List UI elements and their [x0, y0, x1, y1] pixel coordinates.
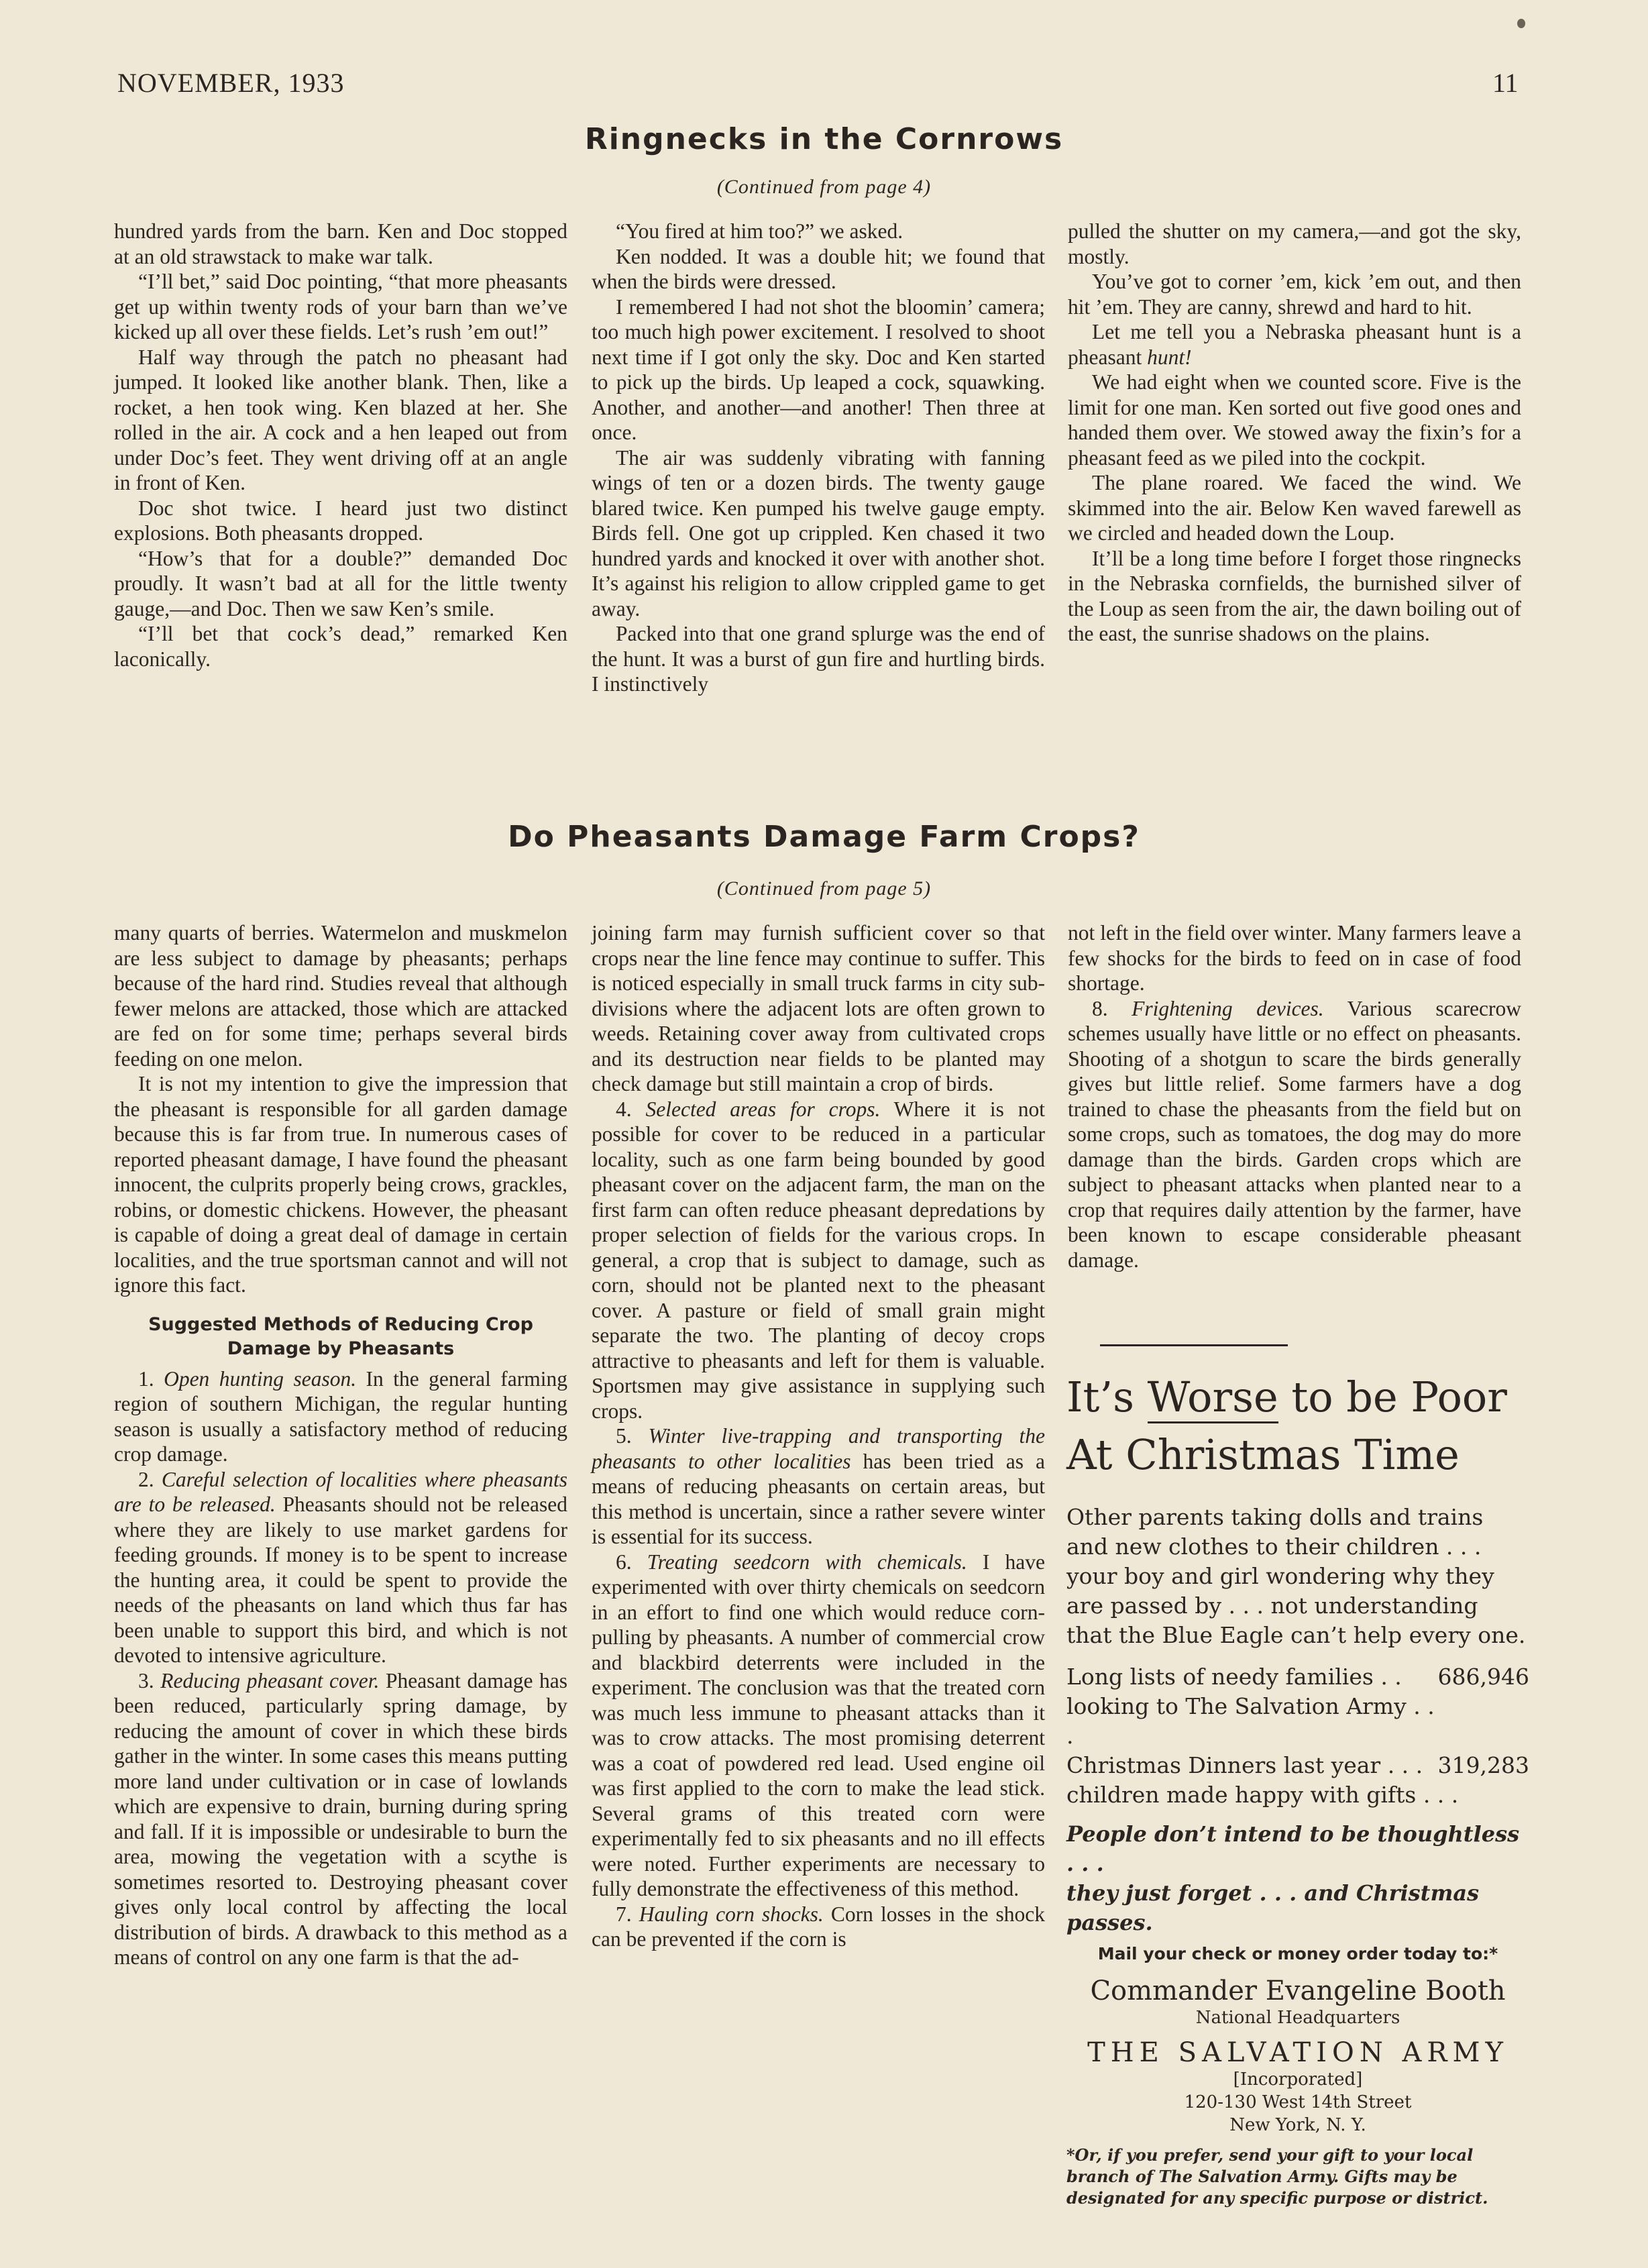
stat-row [1066, 1780, 1529, 1810]
ad-statistics [1066, 1662, 1529, 1810]
stat-label: Long lists of needy families . . looking to The Salvation Army . . . [1066, 1664, 1435, 1749]
stat-label: children made happy with gifts . . . [1066, 1782, 1459, 1808]
salvation-army-ad [1066, 1368, 1529, 2209]
paragraph: joining farm may furnish sufficient cover so that crops near the line fence may continue to suffer. This is noticed especially in small truck farms in city sub-divisions where the adjacent lots are often grown to weeds. Retaining cover away from cultivated crops and its destruction near fields to be planted may check damage but still maintain a crop of birds. [592, 921, 1045, 1095]
ad-headline-part: It’s [1066, 1372, 1148, 1421]
article2-column-1 [114, 920, 567, 1970]
stat-value: 319,283 [1437, 1752, 1529, 1778]
method-paragraph: 4. Selected areas for crops. Where it is not possible for cover to be reduced in a particular locality, such as one farm being bounded by good pheasant cover on the adjacent farm, the man on the first farm can often reduce pheasant depredations by proper selection of fields for the various crops. In general, a crop that is subject to damage, such as corn, should not be planted next to the pheasant cover. A pasture or field of small grain might separate the two. The planting of decoy crops attractive to pheasants and left for them is valuable. Sportsmen may give assistance in supplying such crops. [592, 1097, 1045, 1423]
method-title: Selected areas for crops. [645, 1097, 881, 1121]
article-title-ringnecks: Ringnecks in the Cornrows [584, 122, 1064, 156]
paragraph: Half way through the patch no pheasant had jumped. It looked like another blank. Then, like a rocket, a hen took wing. Ken blazed at her. She rolled in the air. A cock and a hen leaped out from under Doc’s feet. They went driving off at an angle in front of Ken. [114, 345, 567, 494]
method-paragraph: 6. Treating seedcorn with chemicals. I have experimented with over thirty chemicals on seedcorn in an effort to find one which would reduce corn-pulling by pheasants. A number of commercial crow and blackbird deterrents were included in the experiment. The conclusion was that the treated corn was much less immune to pheasant attacks than it was to crow attacks. The most promising deterrent was a coat of powdered red lead. Used engine oil was first applied to the corn to make the lead stick. Several grams of this treated corn were experimentally fed to six pheasants and no ill effects were noted. Further experiments are necessary to fully demonstrate the effectiveness of this method. [592, 1550, 1046, 1900]
paragraph: Packed into that one grand splurge was the end of the hunt. It was a burst of gun fire and hurtling birds. I instinctively [592, 622, 1045, 696]
paragraph [1068, 319, 1521, 370]
ad-incorporated: [Incorporated] [1233, 2069, 1363, 2090]
paragraph: “You fired at him too?” we asked. [616, 219, 903, 243]
article-title-pheasants: Do Pheasants Damage Farm Crops? [508, 820, 1140, 854]
ad-tagline-line: People don’t intend to be thoughtless . . . [1066, 1821, 1520, 1876]
method-title: Winter live-trapping and transporting the pheasants to other localities [592, 1424, 1046, 1473]
paragraph: We had eight when we counted score. Five is the limit for one man. Ken sorted out five good ones and handed them over. We stowed away the fixin’s for a pheasant feed as we piled into the cockpit. [1068, 370, 1521, 470]
method-paragraph: 3. Reducing pheasant cover. Pheasant damage has been reduced, particularly spring damage, by reducing the amount of cover in which these birds gather in the winter. In some cases this means putting more land under cultivation or in case of lowlands which are expensive to drain, burning during spring and fall. If it is impossible or undesirable to burn the area, mowing the vegetation with a scythe is sometimes resorted to. Destroying pheasant cover gives only local control by affecting the local distribution of birds. A drawback to this method as a means of control on any one farm is that the ad- [114, 1668, 567, 1969]
method-title: Treating seedcorn with chemicals. [647, 1550, 967, 1574]
paragraph: “How’s that for a double?” demanded Doc proudly. It wasn’t bad at all for the little twenty gauge,—and Doc. Then we saw Ken’s smile. [114, 546, 567, 620]
method-text: Pheasant damage has been reduced, particularly spring damage, by reducing the amount of cover in which these birds gather in the winter. In some cases this means putting more land under cultivation or in case of lowlands which are expensive to drain, burning during spring and fall. If it is impossible or undesirable to burn the area, mowing the vegetation with a scythe is sometimes resorted to. Destroying pheasant cover gives only local control by affecting the local distribution of birds. A drawback to this method as a means of control on any one farm is that the ad- [114, 1668, 567, 1969]
paragraph: I remembered I had not shot the bloomin’ camera; too much high power excitement. I resolved to shoot next time if I got only the sky. Doc and Ken started to pick up the birds. Up leaped a cock, squawking. Another, and another—and another! Then three at once. [592, 294, 1045, 444]
ad-tagline [1066, 1819, 1529, 1937]
article1-column-1 [114, 219, 567, 671]
method-paragraph: 7. Hauling corn shocks. Corn losses in the shock can be prevented if the corn is [592, 1902, 1046, 1951]
paragraph-text: Let me tell you a Nebraska pheasant hunt is a pheasant [1068, 320, 1521, 369]
method-text: I have experimented with over thirty chemicals on seedcorn in an effort to find one which would reduce corn-pulling by pheasants. A number of commercial crow and blackbird deterrents were included in the experiment. The conclusion was that the treated corn was much less immune to pheasant attacks than it was to crow attacks. The most promising deterrent was a coat of powdered red lead. Used engine oil was first applied to the corn to make the lead stick. Several grams of this treated corn were experimentally fed to six pheasants and no ill effects were noted. Further experiments are necessary to fully demonstrate the effectiveness of this method. [592, 1550, 1046, 1900]
paragraph: not left in the field over winter. Many farmers leave a few shocks for the birds to feed on in case of food shortage. [1068, 921, 1521, 995]
continued-note-1: (Continued from page 4) [716, 176, 932, 198]
method-title: Frightening devices. [1132, 996, 1324, 1020]
method-title: Reducing pheasant cover. [160, 1668, 380, 1692]
paragraph: pulled the shutter on my camera,—and got the sky, mostly. [1068, 219, 1521, 268]
ad-body-text: Other parents taking dolls and trains and new clothes to their children . . . your boy and girl wondering why they are passed by . . . not understanding that the Blue Eagle can’t help every one. [1066, 1504, 1526, 1648]
method-title: Hauling corn shocks. [639, 1902, 824, 1926]
article1-column-2 [592, 219, 1045, 697]
paragraph: Doc shot twice. I heard just two distinct explosions. Both pheasants dropped. [114, 496, 567, 545]
ad-headline-part: to be Poor [1278, 1372, 1507, 1421]
paragraph: many quarts of berries. Watermelon and muskmelon are less subject to damage by pheasants; perhaps because of the hard rind. Studies reveal that although fewer melons are attacked, those which are attacked are fed on for some time; perhaps several birds feeding on one melon. [114, 921, 567, 1071]
stat-value: 686,946 [1437, 1664, 1529, 1690]
ad-headline-line-2: At Christmas Time [1066, 1430, 1460, 1479]
article2-column-2 [592, 920, 1045, 1952]
method-paragraph: 5. Winter live-trapping and transporting the pheasants to other localities has been tried as a means of reducing pheasants on certain areas, but this method is uncertain, since a rather severe winter is essential for its success. [592, 1424, 1046, 1548]
method-text: Various scarecrow schemes usually have little or no effect on pheasants. Shooting of a shotgun to scare the birds generally gives but little relief. Some farmers have a dog trained to chase the pheasants from the field but on some crops, such as tomatoes, the dog may do more damage than the birds. Garden crops which are subject to pheasant attacks when planted near to a crop that requires daily attention by the farmer, have been known to escape considerable pheasant damage. [1068, 996, 1522, 1272]
ad-address-line-2: New York, N. Y. [1229, 2115, 1366, 2135]
paragraph: The air was suddenly vibrating with fanning wings of ten or a dozen birds. The twenty gauge blared twice. Ken pumped his twelve gauge empty. Birds fell. One got up crippled. Ken chased it two hundred yards and knocked it over with another shot. It’s against his religion to allow crippled game to get away. [592, 445, 1045, 620]
stat-row [1066, 1662, 1529, 1751]
method-text: Corn losses in the shock can be prevented if the corn is [592, 1902, 1046, 1951]
article1-column-3 [1068, 219, 1521, 647]
paragraph: “I’ll bet,” said Doc pointing, “that more pheasants get up within twenty rods of your barn than we’ve kicked up all over these fields. Let’s rush ’em out!” [114, 270, 567, 343]
ad-footnote: *Or, if you prefer, send your gift to your local branch of The Salvation Army. Gifts may be designated for any specific purpose or district. [1066, 2145, 1488, 2208]
continued-note-2: (Continued from page 5) [716, 877, 932, 900]
ad-tagline-line: they just forget . . . and Christmas passes. [1066, 1880, 1480, 1935]
method-text: Pheasants should not be released where they are likely to use market gardens for feeding grounds. If money is to be spent to increase the hunting area, it could be spent to provide the needs of the pheasants on land which thus far has been unable to support this bird, and which is not devoted to intensive agriculture. [114, 1493, 567, 1667]
method-paragraph: 1. Open hunting season. In the general farming region of southern Michigan, the regular hunting season is usually a satisfactory method of reducing crop damage. [114, 1366, 568, 1466]
ad-headline-underlined: Worse [1148, 1372, 1278, 1423]
paragraph: Ken nodded. It was a double hit; we found that when the birds were dressed. [592, 244, 1045, 293]
paragraph: It is not my intention to give the impression that the pheasant is responsible for all garden damage because this is far from true. In numerous cases of reported pheasant damage, I have found the pheasant innocent, the culprits properly being crows, grackles, robins, or domestic chickens. However, the pheasant is capable of doing a great deal of damage in certain localities, and the true sportsman cannot and will not ignore this fact. [114, 1072, 567, 1297]
ad-address-line-1: 120-130 West 14th Street [1184, 2092, 1412, 2112]
method-paragraph: 8. Frightening devices. Various scarecrow schemes usually have little or no effect on pheasants. Shooting of a shotgun to scare the birds generally gives but little relief. Some farmers have a dog trained to chase the pheasants from the field but on some crops, such as tomatoes, the dog may do more damage than the birds. Garden crops which are subject to pheasant attacks when planted near to a crop that requires daily attention by the farmer, have been known to escape considerable pheasant damage. [1068, 996, 1522, 1272]
ad-organization-name: THE SALVATION ARMY [1087, 2037, 1508, 2068]
divider-rule [1100, 1344, 1288, 1346]
ink-speck [1517, 19, 1525, 28]
ad-mail-instruction: Mail your check or money order today to:* [1097, 1944, 1498, 1963]
method-paragraph: 2. Careful selection of localities where pheasants are to be released. Pheasants should not be released where they are likely to use market gardens for feeding grounds. If money is to be spent to increase the hunting area, it could be spent to provide the needs of the pheasants on land which thus far has been unable to support this bird, and which is not devoted to intensive agriculture. [114, 1467, 568, 1667]
page-number: 11 [1492, 68, 1519, 98]
paragraph: hundred yards from the barn. Ken and Doc stopped at an old strawstack to make war talk. [114, 219, 567, 268]
ad-headline-line-1 [1066, 1368, 1529, 1426]
ad-recipient-name: Commander Evangeline Booth [1090, 1976, 1506, 2006]
stat-row [1066, 1751, 1529, 1780]
paragraph: “I’ll bet that cock’s dead,” remarked Ken laconically. [114, 622, 567, 671]
method-title: Careful selection of localities where pheasants are to be released. [114, 1467, 568, 1516]
emphasis-text: hunt! [1147, 345, 1192, 369]
paragraph: It’ll be a long time before I forget those ringnecks in the Nebraska cornfields, the burnished silver of the Loup as seen from the air, the dawn boiling out of the east, the sunrise shadows on the plains. [1068, 546, 1521, 645]
method-text: In the general farming region of southern Michigan, the regular hunting season is usually a satisfactory method of reducing crop damage. [114, 1366, 568, 1466]
section-subheading: Suggested Methods of Reducing Crop Damage by Pheasants [148, 1313, 533, 1359]
method-text: has been tried as a means of reducing pheasants on certain areas, but this method is uncertain, since a rather severe winter is essential for its success. [592, 1449, 1045, 1548]
article2-column-3 [1068, 920, 1521, 1273]
paragraph: You’ve got to corner ’em, kick ’em out, and then hit ’em. They are canny, shrewd and hard to hit. [1068, 270, 1521, 319]
method-text: Where it is not possible for cover to be reduced in a particular locality, such as one farm being bounded by good pheasant cover on the adjacent farm, the man on the first farm can often reduce pheasant depredations by proper selection of fields for the various crops. In general, a crop that is subject to damage, such as corn, should not be planted next to the pheasant cover. A pasture or field of small grain might separate the two. The planting of decoy crops attractive to pheasants and left for them is valuable. Sportsmen may give assistance in supplying such crops. [592, 1097, 1045, 1423]
ad-headquarters: National Headquarters [1195, 2008, 1400, 2028]
stat-label: Christmas Dinners last year . . . [1066, 1752, 1423, 1778]
page-header-date: NOVEMBER, 1933 [117, 68, 345, 98]
method-title: Open hunting season. [164, 1366, 357, 1391]
paragraph: The plane roared. We faced the wind. We skimmed into the air. Below Ken waved farewell as we circled and headed down the Loup. [1068, 471, 1521, 545]
